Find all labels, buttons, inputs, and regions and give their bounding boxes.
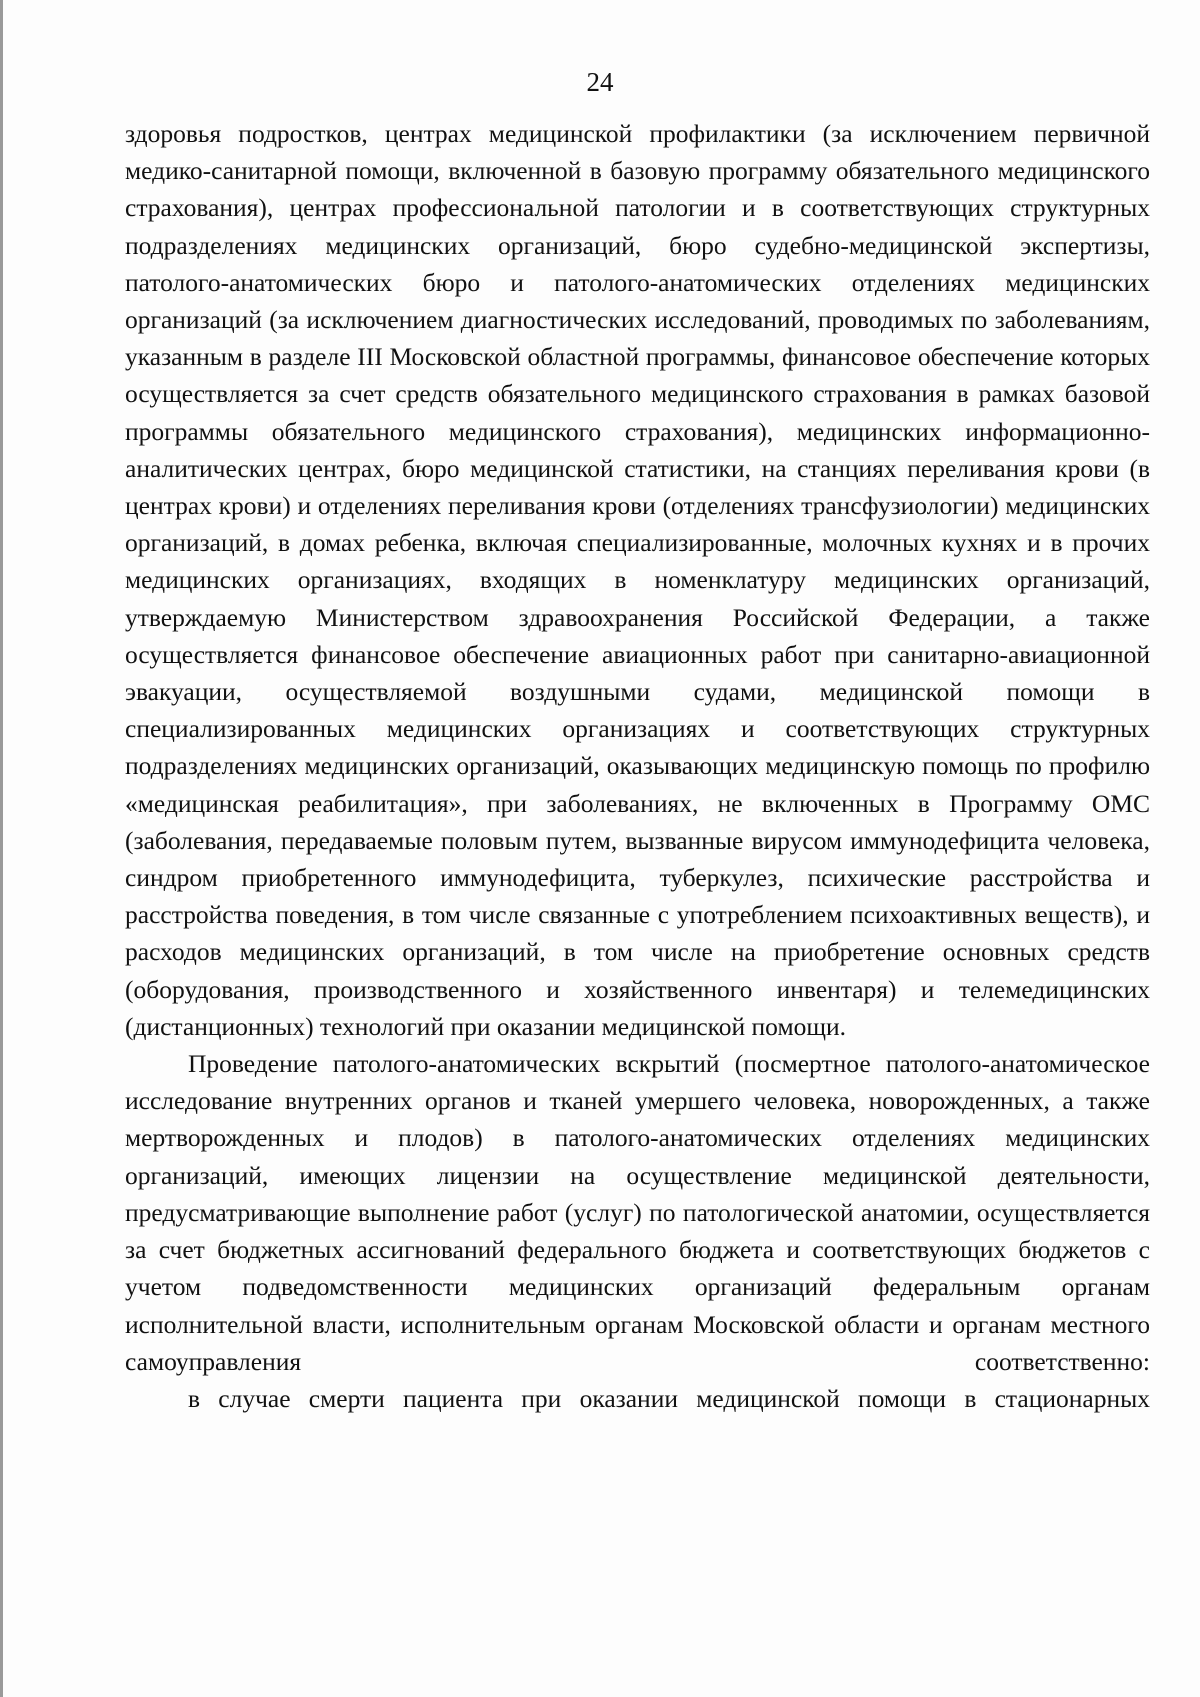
paragraph-patient-death: в случае смерти пациента при оказании медицинской помощи в стационарных <box>188 1383 1150 1413</box>
page-number: 24 <box>586 67 614 97</box>
paragraph-autopsy-funding: Проведение патолого-анатомических вскрытий (посмертное патолого-анатомическое исследование внутренних органов и тканей умершего человека, новорожденных, а также мертворожденных и плодов) в патолого-анатомических отделениях медицинских организаций, имеющих лицензии на осуществление медицинской деятельности, предусматривающие выполнение работ (услуг) по патологической анатомии, осуществляется за счет бюджетных ассигнований федерального бюджета и соответствующих бюджетов с учетом подведомственности медицинских организаций федеральным органам исполнительной власти, исполнительным органам Московской области и органам местного самоуправления соответственно: <box>125 1049 1150 1376</box>
paragraph-funding-continuation: здоровья подростков, центрах медицинской профилактики (за исключением первичной медико-санитарной помощи, включенной в базовую программу обязательного медицинского страхования), центрах профессиональной патологии и в соответствующих структурных подразделениях медицинских организаций, бюро судебно-медицинской экспертизы, патолого-анатомических бюро и патолого-анатомических отделениях медицинских организаций (за исключением диагностических исследований, проводимых по заболеваниям, указанным в разделе III Московской областной программы, финансовое обеспечение которых осуществляется за счет средств обязательного медицинского страхования в рамках базовой программы обязательного медицинского страхования), медицинских информационно-аналитических центрах, бюро медицинской статистики, на станциях переливания крови (в центрах крови) и отделениях переливания крови (отделениях трансфузиологии) медицинских организаций, в домах ребенка, включая специализированные, молочных кухнях и в прочих медицинских организациях, входящих в номенклатуру медицинских организаций, утверждаемую Министерством здравоохранения Российской Федерации, а также осуществляется финансовое обеспечение авиационных работ при санитарно-авиационной эвакуации, осуществляемой воздушными судами, медицинской помощи в специализированных медицинских организациях и соответствующих структурных подразделениях медицинских организаций, оказывающих медицинскую помощь по профилю «медицинская реабилитация», при заболеваниях, не включенных в Программу ОМС (заболевания, передаваемые половым путем, вызванные вирусом иммунодефицита человека, синдром приобретенного иммунодефицита, туберкулез, психические расстройства и расстройства поведения, в том числе связанные с употреблением психоактивных веществ), и расходов медицинских организаций, в том числе на приобретение основных средств (оборудования, производственного и хозяйственного инвентаря) и телемедицинских (дистанционных) технологий при оказании медицинской помощи. <box>125 119 1150 1041</box>
document-body <box>125 115 1150 1417</box>
scan-edge-line <box>0 0 3 1697</box>
